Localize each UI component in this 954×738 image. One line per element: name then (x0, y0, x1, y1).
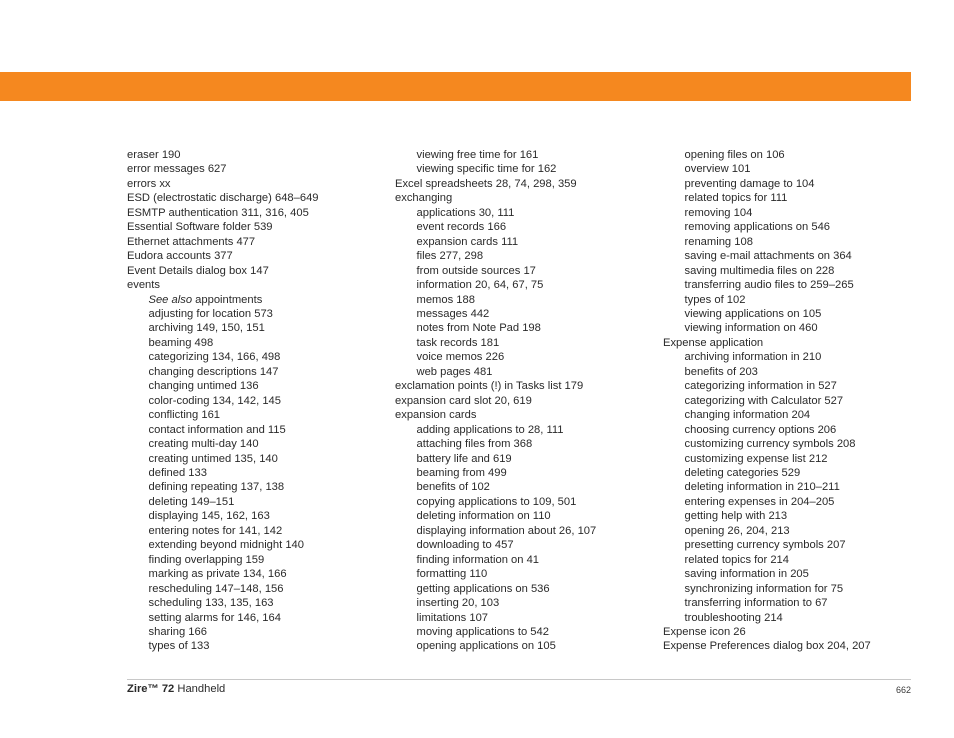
index-subentry: finding information on 41 (416, 553, 540, 566)
index-subentry: renaming 108 (684, 235, 753, 248)
index-subentry: notes from Note Pad 198 (416, 322, 541, 335)
index-entry: Excel spreadsheets 28, 74, 298, 359 (395, 177, 577, 190)
index-subentry: copying applications to 109, 501 (416, 495, 577, 508)
index-subentry: benefits of 203 (684, 365, 758, 378)
index-subentry: removing applications on 546 (684, 221, 831, 234)
index-subentry: choosing currency options 206 (684, 423, 837, 436)
index-subentry (127, 293, 319, 307)
index-subentry: changing information 204 (684, 409, 811, 422)
index-subentry: preventing damage to 104 (684, 177, 815, 190)
index-entry: exclamation points (!) in Tasks list 179 (395, 380, 584, 393)
index-entry: expansion card slot 20, 619 (395, 394, 532, 407)
index-subentry: categorizing information in 527 (684, 380, 837, 393)
index-entry: Event Details dialog box 147 (127, 264, 269, 277)
index-subentry: getting applications on 536 (416, 582, 550, 595)
index-subentry: beaming 498 (148, 336, 214, 349)
index-subentry: opening files on 106 (684, 149, 785, 161)
index-subentry: viewing specific time for 162 (416, 163, 557, 176)
index-subentry: changing untimed 136 (148, 380, 259, 393)
see-also-label: See also (148, 293, 193, 306)
index-column-2 (395, 148, 596, 654)
see-also-target: appointments (192, 293, 263, 306)
index-subentry: displaying 145, 162, 163 (148, 510, 270, 523)
index-subentry: attaching files from 368 (416, 438, 533, 451)
index-subentry: creating multi-day 140 (148, 438, 259, 451)
index-column-3 (663, 148, 871, 654)
index-subentry: deleting information in 210–211 (684, 481, 840, 494)
index-subentry: removing 104 (684, 206, 753, 219)
index-subentry: marking as private 134, 166 (148, 568, 287, 581)
index-subentry: expansion cards 111 (416, 235, 519, 248)
index-subentry: rescheduling 147–148, 156 (148, 582, 284, 595)
index-subentry: troubleshooting 214 (684, 611, 783, 624)
index-subentry: web pages 481 (416, 365, 493, 378)
index-entry: eraser 190 (127, 149, 181, 161)
index-subentry: files 277, 298 (416, 250, 484, 263)
index-subentry: scheduling 133, 135, 163 (148, 597, 274, 610)
index-subentry: changing descriptions 147 (148, 365, 279, 378)
index-subentry: limitations 107 (416, 611, 489, 624)
index-subentry: deleting categories 529 (684, 466, 801, 479)
index-subentry: event records 166 (416, 221, 507, 234)
index-subentry: transferring audio files to 259–265 (684, 279, 854, 292)
index-subentry: overview 101 (684, 163, 751, 176)
index-subentry: voice memos 226 (416, 351, 505, 364)
index-subentry: archiving 149, 150, 151 (148, 322, 265, 335)
index-entry: Essential Software folder 539 (127, 221, 273, 234)
index-subentry: getting help with 213 (684, 510, 788, 523)
index-subentry: beaming from 499 (416, 466, 507, 479)
index-subentry: sharing 166 (148, 625, 207, 638)
index-subentry: entering expenses in 204–205 (684, 495, 835, 508)
index-entry: Expense icon 26 (663, 625, 746, 638)
index-subentry: messages 442 (416, 307, 490, 320)
footer-product: Zire™ 72 (127, 683, 175, 695)
index-subentry: downloading to 457 (416, 539, 514, 552)
index-subentry: displaying information about 26, 107 (416, 524, 597, 537)
header-band (0, 72, 911, 101)
index-subentry: applications 30, 111 (416, 206, 515, 219)
index-subentry: setting alarms for 146, 164 (148, 611, 281, 624)
index-subentry: customizing expense list 212 (684, 452, 828, 465)
index-subentry: saving multimedia files on 228 (684, 264, 835, 277)
index-subentry: viewing applications on 105 (684, 307, 822, 320)
index-entry: Eudora accounts 377 (127, 250, 233, 263)
index-entry: expansion cards (395, 409, 477, 422)
index-subentry: extending beyond midnight 140 (148, 539, 304, 552)
index-subentry: synchronizing information for 75 (684, 582, 844, 595)
index-entry: ESD (electrostatic discharge) 648–649 (127, 192, 319, 205)
index-entry: Expense Preferences dialog box 204, 207 (663, 640, 871, 653)
index-subentry: transferring information to 67 (684, 597, 828, 610)
index-subentry: opening 26, 204, 213 (684, 524, 790, 537)
footer-title (127, 683, 225, 695)
index-subentry: contact information and 115 (148, 423, 286, 436)
index-entry: errors xx (127, 177, 171, 190)
index-subentry: opening applications on 105 (416, 640, 556, 653)
footer-rule (127, 679, 911, 680)
index-subentry: presetting currency symbols 207 (684, 539, 846, 552)
index-subentry: information 20, 64, 67, 75 (416, 279, 544, 292)
index-subentry: saving e-mail attachments on 364 (684, 250, 852, 263)
index-subentry: defined 133 (148, 466, 207, 479)
index-subentry: memos 188 (416, 293, 475, 306)
index-subentry: entering notes for 141, 142 (148, 524, 283, 537)
index-subentry: deleting 149–151 (148, 495, 235, 508)
index-subentry: adjusting for location 573 (148, 307, 273, 320)
index-subentry: categorizing 134, 166, 498 (148, 351, 281, 364)
index-subentry: customizing currency symbols 208 (684, 438, 856, 451)
index-subentry: related topics for 214 (684, 553, 789, 566)
index-subentry: finding overlapping 159 (148, 553, 265, 566)
index-subentry: deleting information on 110 (416, 510, 551, 523)
index-subentry: inserting 20, 103 (416, 597, 500, 610)
index-subentry: conflicting 161 (148, 409, 221, 422)
index-entry: error messages 627 (127, 163, 227, 176)
index-subentry: task records 181 (416, 336, 500, 349)
index-subentry: from outside sources 17 (416, 264, 536, 277)
index-subentry: adding applications to 28, 111 (416, 423, 564, 436)
index-entry: Ethernet attachments 477 (127, 235, 256, 248)
index-entry: Expense application (663, 336, 764, 349)
index-subentry: related topics for 111 (684, 192, 788, 205)
index-entry: events (127, 279, 160, 292)
index-subentry: color-coding 134, 142, 145 (148, 394, 281, 407)
footer-suffix: Handheld (174, 683, 226, 695)
index-subentry: categorizing with Calculator 527 (684, 394, 844, 407)
index-entry: exchanging (395, 192, 453, 205)
index-subentry: battery life and 619 (416, 452, 512, 465)
index-subentry: types of 133 (148, 640, 210, 653)
index-entry: ESMTP authentication 311, 316, 405 (127, 206, 309, 219)
index-subentry: formatting 110 (416, 568, 488, 581)
index-subentry: types of 102 (684, 293, 746, 306)
index-subentry: archiving information in 210 (684, 351, 822, 364)
index-subentry: benefits of 102 (416, 481, 490, 494)
index-subentry: viewing free time for 161 (416, 149, 539, 161)
index-subentry: defining repeating 137, 138 (148, 481, 285, 494)
index-subentry: creating untimed 135, 140 (148, 452, 278, 465)
index-column-1 (127, 148, 319, 654)
page-number: 662 (895, 685, 911, 695)
index-subentry: viewing information on 460 (684, 322, 818, 335)
index-subentry: saving information in 205 (684, 568, 809, 581)
index-subentry: moving applications to 542 (416, 625, 549, 638)
